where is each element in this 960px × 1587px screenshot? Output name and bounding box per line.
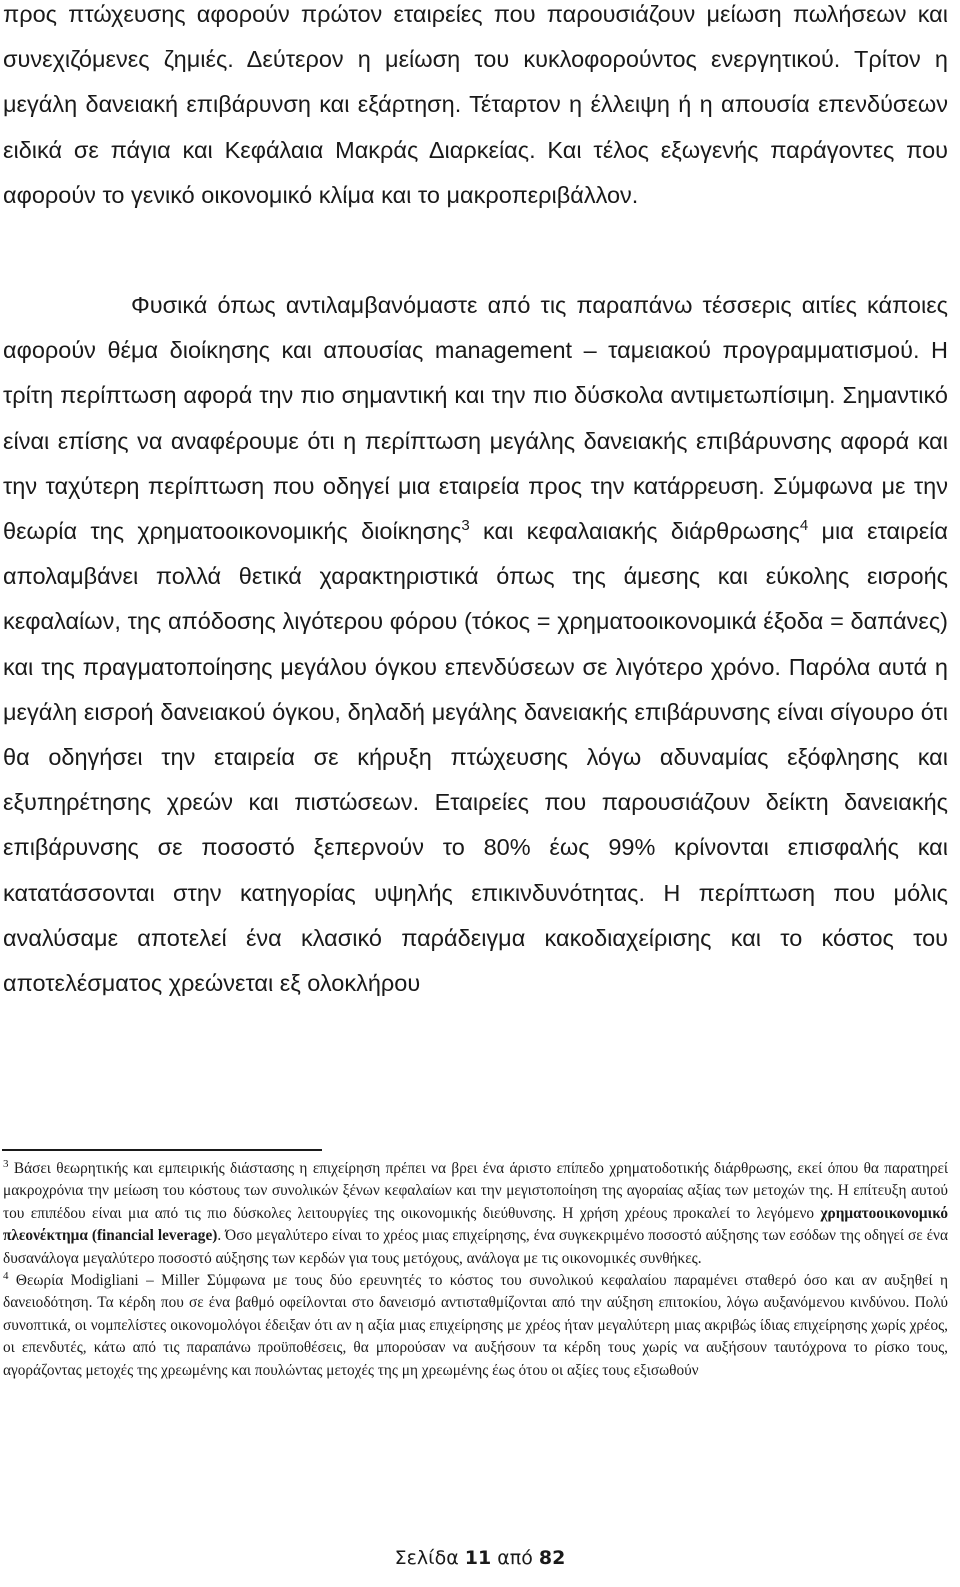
footnote-separator (2, 1149, 322, 1151)
footnote-3-number: 3 (3, 1158, 9, 1170)
paragraph-2-text-b: και κεφαλαιακής διάρθρωσης (469, 518, 800, 545)
footnote-3-text-a: Βάσει θεωρητικής και εμπειρικής διάστασης η επιχείρηση πρέπει να βρει ένα άριστο επίπεδο χρηματοδοτικής διάρθρωσης, εκεί όπου θα παρατηρεί μακροχρόνια την μείωση του κόστους των συνολικών ξένων κεφαλαίων και την μεγιστοποίηση της αγοραίας αξίας των μετοχών της. Η επίτευξη αυτού του επιπέδου είναι μια από τις πιο δύσκολες λειτουργίες της οικονομικής διεύθυνσης. Η χρήση χρέους προκαλεί το λεγόμενο (3, 1160, 948, 1222)
footnote-3-text-b: . Όσο μεγαλύτερο είναι το χρέος μιας επιχείρησης, ένα συγκεκριμένο ποσοστό αύξησης των εσόδων της οδηγεί σε ένα δυσανάλογα μεγαλύτερο ποσοστό αύξησης των κερδών για τους μετόχους, ανάλογα με τις οικονομικές συνθήκες. (3, 1227, 948, 1267)
footnote-3-bold-term: χρηματοοικονομικό πλεονέκτημα (financial leverage) (3, 1204, 948, 1245)
footnote-ref-4[interactable]: 4 (799, 517, 809, 535)
footnote-4-number: 4 (3, 1270, 9, 1283)
footnote-3 (3, 1158, 948, 1270)
page-footer (0, 1545, 960, 1571)
paragraph-1-text: προς πτώχευσης αφορούν πρώτον εταιρείες που παρουσιάζουν μείωση πωλήσεων και συνεχιζόμενες ζημιές. Δεύτερον η μείωση του κυκλοφορούντος ενεργητικού. Τρίτον η μεγάλη δανειακή επιβάρυνση και εξάρτηση. Τέταρτον η έλλειψη ή η απουσία επενδύσεων ειδικά σε πάγια και Κεφάλαια Μακράς Διαρκείας. Και τέλος εξωγενής παράγοντες που αφορούν το γενικό οικονομικό κλίμα και το μακροπεριβάλλον. (3, 1, 948, 208)
footnote-4 (3, 1270, 948, 1382)
page-label: Σελίδα (394, 1547, 459, 1569)
footnote-ref-3[interactable]: 3 (461, 517, 470, 535)
current-page-number: 11 (464, 1547, 492, 1569)
page-of-label: από (497, 1547, 533, 1569)
body-paragraph-1 (3, 0, 948, 218)
paragraph-2-text-c: μια εταιρεία απολαμβάνει πολλά θετικά χαρακτηριστικά όπως της άμεσης και εύκολης εισροής κεφαλαίων, της απόδοσης λιγότερου φόρου (τόκος = χρηματοοικονομικά έξοδα = δαπάνες) και της πραγματοποίησης μεγάλου όγκου επενδύσεων σε λιγότερο χρόνο. Παρόλα αυτά η μεγάλη εισροή δανειακού όγκου, δηλαδή μεγάλης δανειακής επιβάρυνσης είναι σίγουρο ότι θα οδηγήσει την εταιρεία σε κήρυξη πτώχευσης λόγω αδυναμίας εξόφλησης και εξυπηρέτησης χρεών και πιστώσεων. Εταιρείες που παρουσιάζουν δείκτη δανειακής επιβάρυνσης σε ποσοστό ξεπερνούν το 80% έως 99% κρίνονται επισφαλής και κατατάσσονται στην κατηγορίας υψηλής επικινδυνότητας. Η περίπτωση που μόλις αναλύσαμε αποτελεί ένα κλασικό παράδειγμα κακοδιαχείρισης και το κόστος του αποτελέσματος χρεώνεται εξ ολοκλήρου (3, 518, 948, 997)
footnote-4-text: Θεωρία Modigliani – Miller Σύμφωνα με τους δύο ερευνητές το κόστος του συνολικού κεφαλαίου παραμένει σταθερό όσο και αν αυξηθεί η δανειοδότηση. Τα κέρδη που σε ένα βαθμό οφείλονται στο δανεισμό αντισταθμίζονται από την αύξηση επιτοκίου, λόγω αυξανόμενου κινδύνου. Πολύ συνοπτικά, οι νομπελίστες οικονομολόγοι έδειξαν ότι αν η αξία μιας επιχείρησης με χρέος ήταν μεγαλύτερη μιας ακριβώς ίδιας επιχείρησης χωρίς χρέος, οι επενδυτές, κάτω από τις παραπάνω προϋποθέσεις, θα μπορούσαν να αυξήσουν τα κέρδη τους χωρίς να αυξήσουν ταυτόχρονα το ρίσκο τους, αγοράζοντας μετοχές της χρεωμένης και πουλώντας μετοχές της μη χρεωμένης έως ότου οι αξίες τους εξισωθούν (3, 1272, 948, 1379)
paragraph-2-text-a: Φυσικά όπως αντιλαμβανόμαστε από τις παραπάνω τέσσερις αιτίες κάποιες αφορούν θέμα διοίκησης και απουσίας management – ταμειακού προγραμματισμού. Η τρίτη περίπτωση αφορά την πιο σημαντική και την πιο δύσκολα αντιμετωπίσιμη. Σημαντικό είναι επίσης να αναφέρουμε ότι η περίπτωση μεγάλης δανειακής επιβάρυνσης αφορά και την ταχύτερη περίπτωση που οδηγεί μια εταιρεία προς την κατάρρευση. Σύμφωνα με την θεωρία της χρηματοοικονομικής διοίκησης (3, 292, 948, 545)
body-paragraph-2 (3, 283, 948, 1006)
footnotes-section (3, 1158, 948, 1382)
total-pages-number: 82 (538, 1547, 566, 1569)
